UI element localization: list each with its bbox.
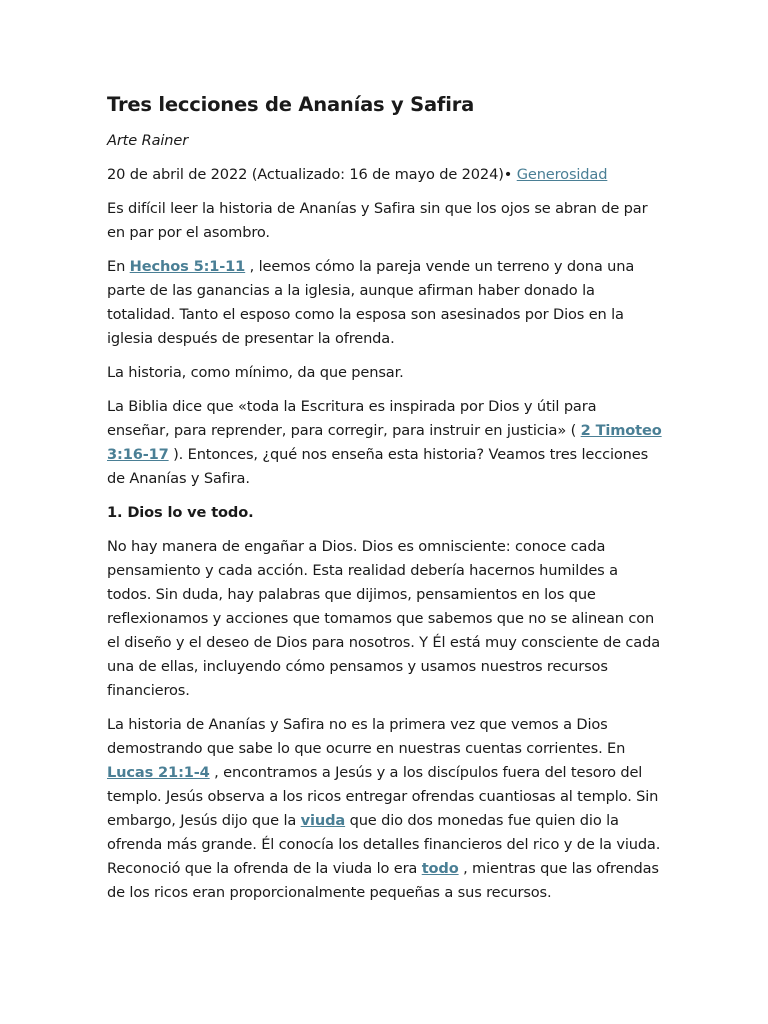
scripture-link-timoteo[interactable]: 2 Timoteo 3:16-17: [107, 422, 662, 463]
paragraph-timoteo: [107, 395, 663, 491]
link-todo[interactable]: todo: [421, 860, 459, 877]
article-meta: [107, 163, 663, 187]
paragraph-text: La historia de Ananías y Safira no es la primera vez que vemos a Dios demostrando que sabe lo que ocurre en nuestras cuentas corrientes. En: [107, 716, 626, 757]
article-author: Arte Rainer: [107, 132, 189, 149]
paragraph-reflection: La historia, como mínimo, da que pensar.: [107, 364, 404, 381]
link-viuda[interactable]: viuda: [300, 812, 346, 829]
category-link-generosidad[interactable]: Generosidad: [516, 166, 608, 183]
paragraph-text: En: [107, 258, 130, 275]
paragraph-text: , encontramos a Jesús y a los discípulos fuera del tesoro del templo. Jesús observa a los ricos entregar ofrendas cuantiosas al templo. Sin embargo, Jesús dijo que la: [107, 764, 659, 829]
article-title: Tres lecciones de Ananías y Safira: [107, 93, 475, 116]
paragraph-intro: Es difícil leer la historia de Ananías y Safira sin que los ojos se abran de par en par por el asombro.: [107, 200, 648, 241]
paragraph-text: La Biblia dice que «toda la Escritura es inspirada por Dios y útil para enseñar, para reprender, para corregir, para instruir en justicia» (: [107, 398, 597, 439]
paragraph-text: , leemos cómo la pareja vende un terreno y dona una parte de las ganancias a la iglesia, aunque afirman haber donado la totalidad. Tanto el esposo como la esposa son asesinados por Dios en la iglesia después de presentar la ofrenda.: [107, 258, 635, 347]
paragraph-text: , mientras que las ofrendas de los ricos eran proporcionalmente pequeñas a sus recursos.: [107, 860, 659, 901]
paragraph-hechos: [107, 255, 663, 351]
section-heading-1: 1. Dios lo ve todo.: [107, 504, 254, 521]
paragraph-omniscience: No hay manera de engañar a Dios. Dios es omnisciente: conoce cada pensamiento y cada acción. Esta realidad debería hacernos humildes a todos. Sin duda, hay palabras que dijimos, pensamientos en los que reflexionamos y acciones que tomamos que sabemos que no se alinean con el diseño y el deseo de Dios para nosotros. Y Él está muy consciente de cada una de ellas, incluyendo cómo pensamos y usamos nuestros recursos financieros.: [107, 538, 660, 699]
paragraph-text: que dio dos monedas fue quien dio la ofrenda más grande. Él conocía los detalles financieros del rico y de la viuda. Reconoció que la ofrenda de la viuda lo era: [107, 812, 661, 877]
article: [107, 92, 663, 915]
scripture-link-lucas[interactable]: Lucas 21:1-4: [107, 764, 210, 781]
paragraph-text: ). Entonces, ¿qué nos enseña esta historia? Veamos tres lecciones de Ananías y Safira.: [107, 446, 649, 487]
article-date: 20 de abril de 2022 (Actualizado: 16 de mayo de 2024): [107, 166, 504, 183]
scripture-link-hechos[interactable]: Hechos 5:1-11: [129, 258, 246, 275]
meta-separator: •: [503, 166, 513, 183]
paragraph-lucas: [107, 713, 663, 905]
